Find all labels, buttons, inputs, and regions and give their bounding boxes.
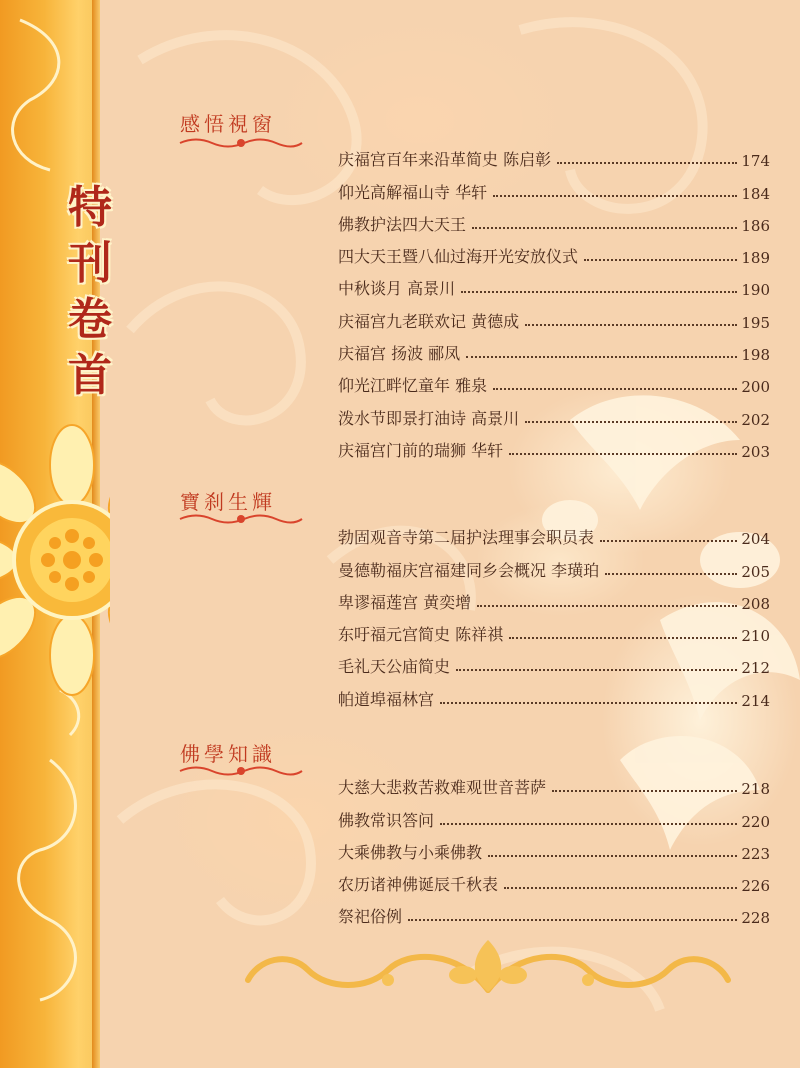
toc-entry-title: 帕道埠福林宫	[338, 689, 435, 709]
toc-entry-page: 184	[741, 184, 770, 203]
toc-entry-title: 庆福宫百年来沿革简史 陈启彰	[338, 150, 552, 170]
toc-entry-title: 大乘佛教与小乘佛教	[338, 842, 483, 862]
toc-entry[interactable]	[338, 396, 770, 428]
toc-entry[interactable]	[338, 516, 770, 548]
dot-leader	[557, 162, 737, 164]
toc-entry-title: 中秋谈月 高景川	[338, 279, 456, 299]
toc-entry-title: 四大天王暨八仙过海开光安放仪式	[338, 247, 579, 267]
toc-entry-page: 223	[741, 844, 770, 863]
toc-list-section-1	[338, 138, 770, 461]
dot-leader	[509, 453, 737, 455]
dot-leader	[605, 573, 737, 575]
toc-entry-title: 佛教常识答问	[338, 810, 435, 830]
dot-leader	[493, 388, 737, 390]
toc-entry-page: 220	[741, 812, 770, 831]
toc-entry-page: 226	[741, 877, 770, 896]
dot-leader	[466, 356, 737, 358]
toc-entry-title: 泼水节即景打油诗 高景川	[338, 408, 520, 428]
toc-entry-title: 庆福宫门前的瑞狮 华轩	[338, 440, 504, 460]
toc-entry[interactable]	[338, 267, 770, 299]
dot-leader	[552, 790, 737, 792]
toc-entry-page: 190	[741, 281, 770, 300]
dot-leader	[461, 291, 737, 293]
toc-entry[interactable]	[338, 170, 770, 202]
toc-entry-page: 228	[741, 909, 770, 928]
toc-entry-page: 198	[741, 346, 770, 365]
toc-entry-page: 195	[741, 313, 770, 332]
toc-entry-title: 佛教护法四大天王	[338, 214, 467, 234]
dot-leader	[440, 823, 737, 825]
toc-entry-page: 214	[741, 691, 770, 710]
section-heading: 感悟視窗	[180, 112, 276, 136]
bottom-scroll-ornament	[238, 930, 738, 1010]
toc-entry[interactable]	[338, 299, 770, 331]
toc-entry-title: 庆福宫九老联欢记 黄德成	[338, 311, 520, 331]
toc-entry-title: 勃固观音寺第二届护法理事会职员表	[338, 528, 595, 548]
toc-entry[interactable]	[338, 581, 770, 613]
dot-leader	[456, 669, 737, 671]
toc-entry-page: 208	[741, 594, 770, 613]
toc-entry[interactable]	[338, 863, 770, 895]
toc-entry-page: 204	[741, 530, 770, 549]
dot-leader	[440, 702, 737, 704]
toc-entry[interactable]	[338, 677, 770, 709]
toc-entry-page: 174	[741, 152, 770, 171]
toc-entry-title: 仰光江畔忆童年 雅泉	[338, 376, 488, 396]
heading-ornament-icon	[176, 512, 306, 526]
toc-entry-title: 仰光高解福山寺 华轩	[338, 182, 488, 202]
heading-ornament-icon	[176, 764, 306, 778]
toc-entry[interactable]	[338, 138, 770, 170]
toc-entry[interactable]	[338, 645, 770, 677]
toc-entry[interactable]	[338, 895, 770, 927]
lotus-ornament	[0, 0, 110, 1068]
heading-ornament-icon	[176, 136, 306, 150]
section-heading: 寶刹生輝	[180, 490, 276, 514]
toc-list-section-3	[338, 766, 770, 927]
toc-entry-page: 189	[741, 249, 770, 268]
toc-entry[interactable]	[338, 203, 770, 235]
toc-list-section-2	[338, 516, 770, 710]
dot-leader	[525, 324, 737, 326]
toc-entry[interactable]	[338, 332, 770, 364]
toc-entry-page: 203	[741, 442, 770, 461]
dot-leader	[477, 605, 737, 607]
toc-entry-title: 东吁福元宫简史 陈祥祺	[338, 625, 504, 645]
toc-entry-page: 202	[741, 410, 770, 429]
toc-entry[interactable]	[338, 364, 770, 396]
toc-entry[interactable]	[338, 766, 770, 798]
vertical-title-char: 刊	[68, 238, 112, 289]
dot-leader	[584, 259, 737, 261]
toc-entry-page: 186	[741, 216, 770, 235]
toc-entry-title: 农历诸神佛诞辰千秋表	[338, 875, 499, 895]
dot-leader	[504, 887, 737, 889]
toc-entry[interactable]	[338, 235, 770, 267]
dot-leader	[472, 227, 737, 229]
toc-entry-title: 曼德勒福庆宫福建同乡会概况 李璜珀	[338, 560, 600, 580]
vertical-title	[60, 180, 120, 404]
toc-entry-title: 庆福宫 扬波 郦凤	[338, 344, 461, 364]
toc-entry-page: 218	[741, 780, 770, 799]
section-heading: 佛學知識	[180, 742, 276, 766]
dot-leader	[493, 195, 737, 197]
toc-entry-title: 大慈大悲救苦救难观世音菩萨	[338, 778, 547, 798]
toc-entry-title: 祭祀俗例	[338, 907, 403, 927]
toc-entry[interactable]	[338, 548, 770, 580]
vertical-title-char: 特	[68, 182, 112, 233]
dot-leader	[600, 540, 737, 542]
toc-entry-page: 210	[741, 627, 770, 646]
vertical-title-char: 首	[68, 350, 112, 401]
toc-entry[interactable]	[338, 429, 770, 461]
toc-entry-title: 卑谬福莲宫 黄奕增	[338, 592, 472, 612]
toc-entry-title: 毛礼天公庙简史	[338, 657, 451, 677]
dot-leader	[408, 919, 737, 921]
toc-entry[interactable]	[338, 831, 770, 863]
vertical-title-char: 卷	[68, 294, 112, 345]
dot-leader	[509, 637, 737, 639]
toc-entry[interactable]	[338, 798, 770, 830]
dot-leader	[525, 421, 737, 423]
toc-entry[interactable]	[338, 613, 770, 645]
toc-entry-page: 212	[741, 659, 770, 678]
dot-leader	[488, 855, 737, 857]
toc-entry-page: 200	[741, 378, 770, 397]
toc-entry-page: 205	[741, 562, 770, 581]
